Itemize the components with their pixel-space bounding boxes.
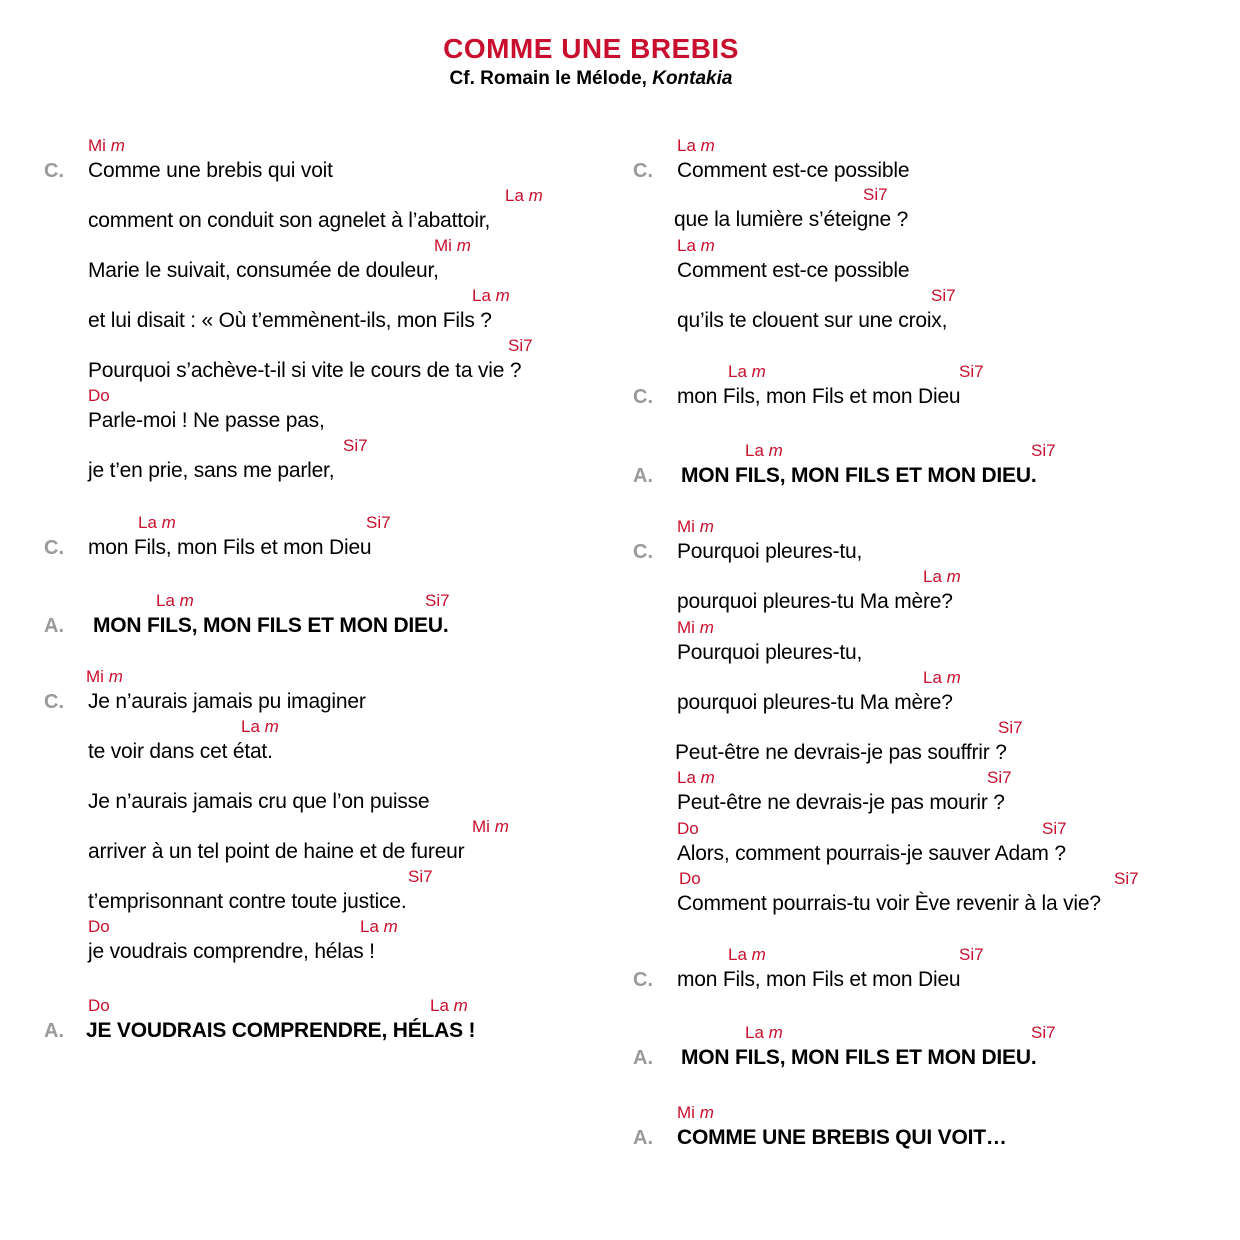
source-work: Kontakia: [652, 68, 733, 89]
lyric-text: Comme une brebis qui voit: [88, 159, 333, 182]
lyric-line: [0, 183, 600, 233]
lyric-line: [589, 564, 1189, 614]
chord-label: [931, 286, 956, 306]
chord-root: La: [472, 286, 491, 305]
chord-root: La: [677, 136, 696, 155]
chord-quality: m: [494, 817, 509, 836]
lyric-line: [0, 283, 600, 333]
chord-label: [1031, 1023, 1056, 1043]
cantor-marker: C.: [633, 386, 653, 408]
lyric-line: [589, 514, 1189, 564]
chord-label: [430, 996, 468, 1016]
lyric-text: Pourquoi s’achève-t-il si vite le cours de ta vie ?: [88, 359, 522, 382]
chord-root: La: [430, 996, 449, 1015]
chord-quality: m: [179, 591, 194, 610]
lyric-text: Marie le suivait, consumée de douleur,: [88, 259, 439, 282]
lyric-line: [0, 914, 600, 964]
lyric-line: [0, 864, 600, 914]
chord-label: [923, 567, 961, 587]
lyric-text: mon Fils, mon Fils et mon Dieu: [88, 536, 372, 559]
chord-root: Si7: [931, 286, 956, 305]
chord-label: [88, 136, 125, 156]
chord-quality: m: [699, 1103, 714, 1122]
chord-label: [138, 513, 176, 533]
chord-root: Si7: [863, 185, 888, 204]
lyric-line: [0, 433, 600, 483]
chord-label: [360, 917, 398, 937]
chord-label: [679, 869, 701, 889]
chord-label: [923, 668, 961, 688]
chord-root: Do: [677, 819, 699, 838]
chord-label: [1042, 819, 1067, 839]
assembly-refrain-text: MON FILS, MON FILS ET MON DIEU.: [681, 1046, 1037, 1069]
chord-label: [863, 185, 888, 205]
right-column: [589, 0, 1189, 1240]
chord-root: La: [505, 186, 524, 205]
lyric-line: [0, 133, 600, 183]
lyric-line: [589, 1100, 1189, 1150]
chord-label: [728, 362, 766, 382]
chord-quality: m: [264, 717, 279, 736]
chord-label: [505, 186, 543, 206]
chord-root: Si7: [1031, 441, 1056, 460]
chord-quality: m: [699, 618, 714, 637]
lyric-line: [0, 764, 600, 814]
assembly-marker: A.: [633, 465, 653, 487]
lyric-line: [589, 665, 1189, 715]
chord-label: [86, 667, 123, 687]
lyric-text: Pourquoi pleures-tu,: [677, 641, 863, 664]
lyric-text: Comment pourrais-tu voir Ève revenir à la vie?: [677, 892, 1101, 915]
chord-root: La: [745, 1023, 764, 1042]
chord-root: Mi: [677, 1103, 695, 1122]
chord-root: La: [728, 362, 747, 381]
chord-quality: m: [110, 136, 125, 155]
chord-quality: m: [946, 567, 961, 586]
lyric-text: arriver à un tel point de haine et de fureur: [88, 840, 465, 863]
chord-quality: m: [108, 667, 123, 686]
assembly-refrain-text: MON FILS, MON FILS ET MON DIEU.: [681, 464, 1037, 487]
chord-label: [472, 286, 510, 306]
chord-label: [88, 917, 110, 937]
assembly-marker: A.: [44, 1020, 64, 1042]
chord-label: [677, 819, 699, 839]
lyric-text: Parle-moi ! Ne passe pas,: [88, 409, 325, 432]
chord-root: Mi: [86, 667, 104, 686]
lyric-line: [589, 182, 1189, 232]
chord-root: Mi: [88, 136, 106, 155]
lyric-line: [0, 383, 600, 433]
chord-label: [959, 362, 984, 382]
chord-label: [745, 1023, 783, 1043]
chord-root: Do: [679, 869, 701, 888]
chord-label: [472, 817, 509, 837]
chord-quality: m: [528, 186, 543, 205]
lyric-text: Comment est-ce possible: [677, 159, 910, 182]
lyric-text: Je n’aurais jamais pu imaginer: [88, 690, 366, 713]
chord-quality: m: [946, 668, 961, 687]
chord-root: La: [241, 717, 260, 736]
assembly-refrain-text: COMME UNE BREBIS QUI VOIT…: [677, 1126, 1007, 1149]
lyric-line: [0, 333, 600, 383]
chord-root: Do: [88, 917, 110, 936]
lyric-text: pourquoi pleures-tu Ma mère?: [677, 691, 953, 714]
lyric-text: Je n’aurais jamais cru que l’on puisse: [88, 790, 430, 813]
cantor-marker: C.: [633, 969, 653, 991]
assembly-refrain-text: JE VOUDRAIS COMPRENDRE, HÉLAS !: [86, 1019, 476, 1042]
chord-quality: m: [751, 362, 766, 381]
chord-label: [745, 441, 783, 461]
lyric-text: Pourquoi pleures-tu,: [677, 540, 863, 563]
lyric-line: [0, 510, 600, 560]
lyric-line: [589, 233, 1189, 283]
chord-root: La: [923, 668, 942, 687]
lyric-line: [0, 233, 600, 283]
assembly-marker: A.: [633, 1127, 653, 1149]
lyric-text: Peut-être ne devrais-je pas mourir ?: [677, 791, 1005, 814]
lyric-line: [0, 814, 600, 864]
chord-root: Do: [88, 386, 110, 405]
chord-quality: m: [383, 917, 398, 936]
lyric-text: je voudrais comprendre, hélas !: [88, 940, 375, 963]
cantor-marker: C.: [633, 541, 653, 563]
chord-quality: m: [495, 286, 510, 305]
chord-root: Si7: [1114, 869, 1139, 888]
chord-label: [343, 436, 368, 456]
lyric-line: [0, 714, 600, 764]
lyric-text: pourquoi pleures-tu Ma mère?: [677, 590, 953, 613]
lyric-text: comment on conduit son agnelet à l’abattoir,: [88, 209, 491, 232]
lyric-text: et lui disait : « Où t’emmènent-ils, mon Fils ?: [88, 309, 492, 332]
cantor-marker: C.: [44, 160, 64, 182]
chord-label: [959, 945, 984, 965]
cantor-marker: C.: [44, 691, 64, 713]
lyric-line: [589, 438, 1189, 488]
lyric-line: [589, 715, 1189, 765]
lyric-text: Peut-être ne devrais-je pas souffrir ?: [675, 741, 1007, 764]
chord-quality: m: [453, 996, 468, 1015]
lyric-line: [589, 1020, 1189, 1070]
lyric-text: te voir dans cet état.: [88, 740, 273, 763]
chord-quality: m: [700, 768, 715, 787]
chord-label: [425, 591, 450, 611]
chord-root: La: [677, 768, 696, 787]
lyric-line: [589, 133, 1189, 183]
chord-root: La: [156, 591, 175, 610]
lyric-line: [589, 816, 1189, 866]
chord-label: [998, 718, 1023, 738]
lyric-line: [589, 283, 1189, 333]
chord-label: [408, 867, 433, 887]
chord-root: Si7: [1031, 1023, 1056, 1042]
chord-label: [677, 1103, 714, 1123]
chord-root: Si7: [408, 867, 433, 886]
lyric-text: mon Fils, mon Fils et mon Dieu: [677, 385, 961, 408]
lyric-line: [0, 664, 600, 714]
chord-label: [434, 236, 471, 256]
chord-root: Si7: [987, 768, 1012, 787]
chord-label: [366, 513, 391, 533]
lyric-line: [589, 765, 1189, 815]
chord-label: [987, 768, 1012, 788]
chord-root: Si7: [998, 718, 1023, 737]
chord-quality: m: [768, 1023, 783, 1042]
chord-root: Si7: [343, 436, 368, 455]
chord-root: La: [677, 236, 696, 255]
chord-label: [677, 517, 714, 537]
lyric-text: Alors, comment pourrais-je sauver Adam ?: [677, 842, 1066, 865]
chord-label: [508, 336, 533, 356]
chord-label: [677, 136, 715, 156]
lyric-line: [0, 993, 600, 1043]
chord-quality: m: [161, 513, 176, 532]
left-column: [0, 0, 600, 1240]
chord-root: La: [745, 441, 764, 460]
lyric-line: [589, 866, 1189, 916]
assembly-marker: A.: [44, 615, 64, 637]
lyric-text: Comment est-ce possible: [677, 259, 910, 282]
chord-quality: m: [456, 236, 471, 255]
chord-root: Mi: [677, 618, 695, 637]
lyric-text: que la lumière s’éteigne ?: [674, 208, 909, 231]
chord-root: Si7: [959, 362, 984, 381]
chord-root: La: [138, 513, 157, 532]
chord-root: Mi: [677, 517, 695, 536]
lyric-text: je t’en prie, sans me parler,: [88, 459, 335, 482]
chord-root: La: [360, 917, 379, 936]
lyric-line: [0, 588, 600, 638]
chord-quality: m: [751, 945, 766, 964]
chord-label: [241, 717, 279, 737]
chord-root: Mi: [434, 236, 452, 255]
cantor-marker: C.: [633, 160, 653, 182]
chord-label: [1114, 869, 1139, 889]
chord-quality: m: [699, 517, 714, 536]
lyric-text: t’emprisonnant contre toute justice.: [88, 890, 407, 913]
lyric-line: [589, 615, 1189, 665]
lyric-line: [589, 359, 1189, 409]
assembly-refrain-text: MON FILS, MON FILS ET MON DIEU.: [93, 614, 449, 637]
chord-label: [677, 768, 715, 788]
cantor-marker: C.: [44, 537, 64, 559]
chord-root: Si7: [1042, 819, 1067, 838]
chord-label: [677, 618, 714, 638]
chord-root: Si7: [366, 513, 391, 532]
chord-root: Si7: [959, 945, 984, 964]
chord-quality: m: [768, 441, 783, 460]
chord-label: [156, 591, 194, 611]
lyric-text: mon Fils, mon Fils et mon Dieu: [677, 968, 961, 991]
song-title: COMME UNE BREBIS: [443, 33, 739, 64]
chord-label: [1031, 441, 1056, 461]
source-author: Cf. Romain le Mélode,: [449, 68, 653, 89]
chord-root: Do: [88, 996, 110, 1015]
chord-root: Si7: [425, 591, 450, 610]
lyric-line: [589, 942, 1189, 992]
chord-label: [728, 945, 766, 965]
chord-root: La: [728, 945, 747, 964]
assembly-marker: A.: [633, 1047, 653, 1069]
chord-root: La: [923, 567, 942, 586]
chord-label: [677, 236, 715, 256]
chord-quality: m: [700, 136, 715, 155]
chord-label: [88, 386, 110, 406]
chord-root: Si7: [508, 336, 533, 355]
chord-quality: m: [700, 236, 715, 255]
lyric-text: qu’ils te clouent sur une croix,: [677, 309, 948, 332]
chord-root: Mi: [472, 817, 490, 836]
chord-label: [88, 996, 110, 1016]
